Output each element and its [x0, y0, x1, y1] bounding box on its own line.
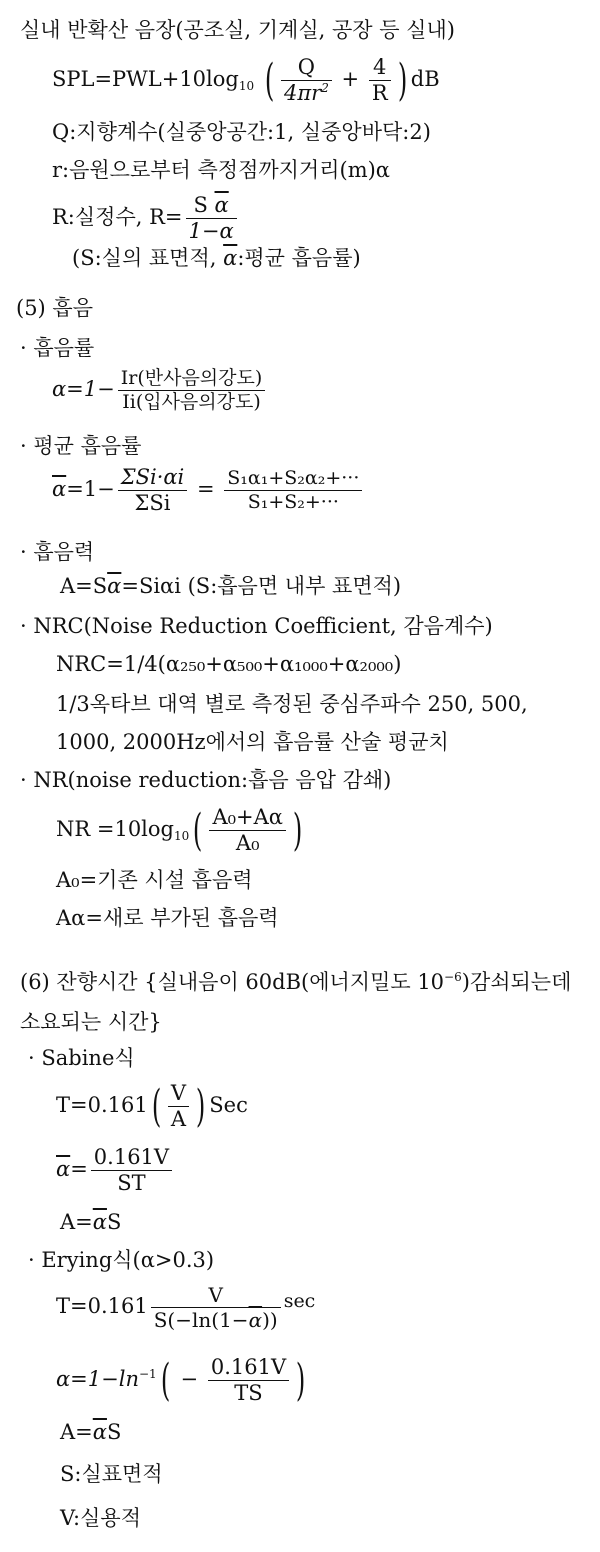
- section-heading-reverberation-cont: 소요되는 시간}: [20, 1010, 162, 1034]
- sabine-t-formula: T=0.161( $\frac{V}{A}$ ) Sec: [56, 1080, 248, 1132]
- surface-note: (S:실의 표면적, $\overline{\alpha}$:평균 흡음률): [72, 246, 361, 270]
- section-heading-absorption: (5) 흡음: [16, 296, 93, 320]
- nrc-formula: NRC=1/4(α₂₅₀+α₅₀₀+α₁₀₀₀+α₂₀₀₀): [56, 652, 402, 676]
- v-definition: V:실용적: [60, 1506, 141, 1530]
- absorption-power-formula: $A=S\overline{\alpha}=Si\alpha i$ (S:흡음면 내부 표면적): [60, 574, 402, 598]
- sabine-title: · Sabine식: [28, 1046, 135, 1070]
- r-definition: r:음원으로부터 측정점까지거리(m)α: [52, 158, 390, 182]
- average-coefficient-title: · 평균 흡음률: [20, 434, 142, 458]
- spl-lhs: SPL=PWL+10log: [52, 67, 239, 92]
- q-fraction: $\frac{Q}{4\pi r^2}$: [281, 56, 332, 105]
- eyring-alpha-formula: $\alpha=1-\ln^{-1}$( − $\frac{0.161V}{TS}$ ): [56, 1354, 306, 1406]
- nrc-description-line-2: 1000, 2000Hz에서의 흡음률 산술 평균치: [56, 730, 449, 754]
- log-base: 10: [238, 79, 255, 94]
- sabine-alpha-formula: $\overline{\alpha}=$ $\frac{0.161V}{ST}$: [56, 1146, 175, 1195]
- nrc-description-line-1: 1/3옥타브 대역 별로 측정된 중심주파수 250, 500,: [56, 692, 528, 716]
- absorption-power-title: · 흡음력: [20, 540, 95, 564]
- absorption-coefficient-title: · 흡음률: [20, 336, 95, 360]
- eyring-a-formula: $A=\overline{\alpha}S$: [60, 1420, 122, 1444]
- eyring-t-formula: T=0.161 $\frac{V}{S(-\ln(1-\overline{\alpha}))}$ sec: [56, 1283, 316, 1332]
- r-fraction: $\frac{4}{R}$: [369, 56, 391, 105]
- room-constant-formula: R:실정수, R= $\frac{S \overline{\alpha}}{1-\alpha}$: [52, 194, 240, 243]
- s-definition: S:실표면적: [60, 1462, 163, 1486]
- nrc-title: · NRC(Noise Reduction Coefficient, 감음계수): [20, 614, 493, 638]
- sabine-a-formula: $A=\overline{\alpha}S$: [60, 1210, 122, 1234]
- average-coefficient-formula: $\overline{\alpha}=1-$ $\frac{\text{ΣSi·αi}}{\text{ΣSi}}$ = $\frac{\text{S₁α₁+S₂α₂+···}}{\text{S₁+S₂+···}}$: [52, 466, 365, 515]
- section-heading-reverberation: (6) 잔향시간 {실내음이 60dB(에너지밀도 $10^{-6}$)감쇠되는데: [20, 970, 572, 994]
- eyring-title: · Erying식(α>0.3): [28, 1248, 215, 1272]
- a0-definition: A₀=기존 시설 흡음력: [56, 868, 253, 892]
- absorption-coefficient-formula: α=1− $\frac{\text{Ir(반사음의강도)}}{\text{Ii(입사음의강도)}}$: [52, 368, 268, 413]
- nr-formula: NR $=10\log_{10}$( $\frac{\text{A₀+Aα}}{\text{A₀}}$ ): [56, 804, 303, 856]
- nr-title: · NR(noise reduction:흡음 음압 감쇄): [20, 768, 392, 792]
- aa-definition: Aα=새로 부가된 흡음력: [56, 906, 279, 930]
- section-heading-room-field: 실내 반확산 음장(공조실, 기계실, 공장 등 실내): [20, 18, 455, 42]
- q-definition: Q:지향계수(실중앙공간:1, 실중앙바닥:2): [52, 120, 431, 144]
- spl-formula: $SPL=PWL+10\log_{10}$ ( $\frac{Q}{4\pi r^2}$ + $\frac{4}{R}$ ) dB: [52, 54, 440, 106]
